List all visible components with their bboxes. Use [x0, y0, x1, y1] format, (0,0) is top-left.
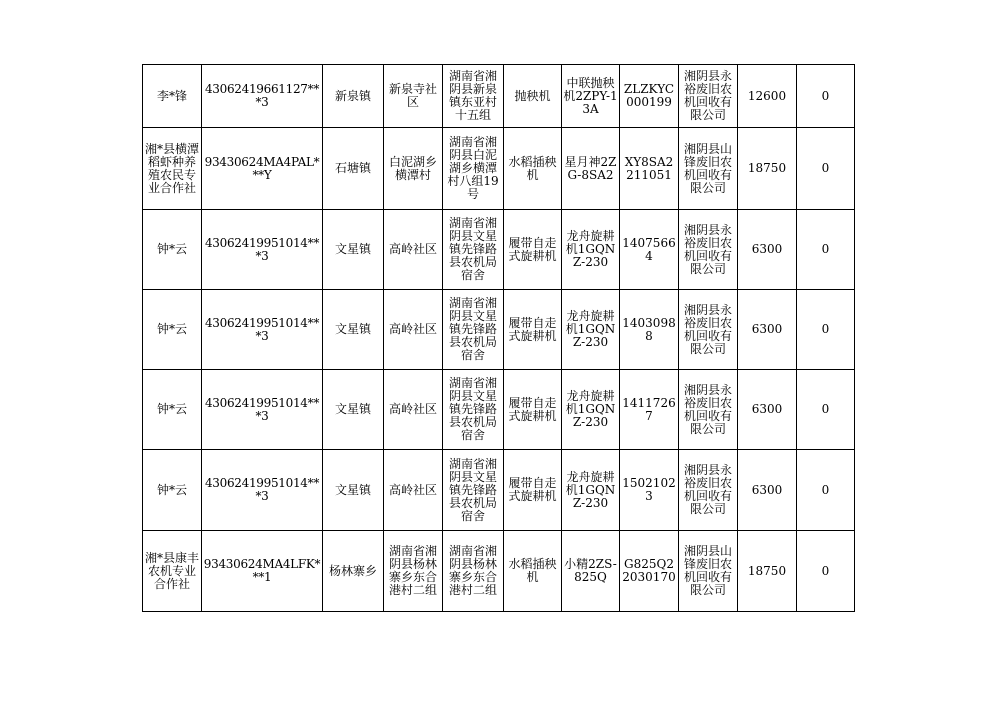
cell-amount: 6300: [738, 290, 797, 370]
cell-name: 湘*县康丰农机专业合作社: [143, 531, 202, 612]
cell-model: 中联抛秧机2ZPY-13A: [562, 65, 620, 128]
cell-town: 石塘镇: [323, 128, 384, 210]
cell-town: 文星镇: [323, 370, 384, 450]
cell-amount: 6300: [738, 450, 797, 531]
cell-recycler: 湘阴县永裕废旧农机回收有限公司: [679, 370, 738, 450]
cell-model: 龙舟旋耕机1GQNZ-230: [562, 370, 620, 450]
cell-amount: 18750: [738, 128, 797, 210]
cell-id: 43062419951014***3: [202, 370, 323, 450]
cell-address: 湖南省湘阴县文星镇先锋路县农机局宿舍: [443, 450, 504, 531]
cell-recycler: 湘阴县永裕废旧农机回收有限公司: [679, 290, 738, 370]
subsidy-table: [142, 64, 855, 612]
cell-type: 履带自走式旋耕机: [504, 210, 562, 290]
cell-other: 0: [797, 128, 855, 210]
cell-other: 0: [797, 531, 855, 612]
cell-amount: 12600: [738, 65, 797, 128]
cell-type: 水稻插秧机: [504, 128, 562, 210]
cell-village: 白泥湖乡横潭村: [384, 128, 443, 210]
cell-serial: XY8SA2211051: [620, 128, 679, 210]
table-row: [143, 210, 855, 290]
cell-model: 龙舟旋耕机1GQNZ-230: [562, 290, 620, 370]
cell-other: 0: [797, 210, 855, 290]
table-row: [143, 290, 855, 370]
cell-address: 湖南省湘阴县新泉镇东亚村十五组: [443, 65, 504, 128]
cell-address: 湖南省湘阴县杨林寨乡东合港村二组: [443, 531, 504, 612]
cell-address: 湖南省湘阴县白泥湖乡横潭村八组19号: [443, 128, 504, 210]
cell-amount: 18750: [738, 531, 797, 612]
cell-type: 水稻插秧机: [504, 531, 562, 612]
cell-type: 履带自走式旋耕机: [504, 290, 562, 370]
cell-address: 湖南省湘阴县文星镇先锋路县农机局宿舍: [443, 210, 504, 290]
cell-village: 高岭社区: [384, 210, 443, 290]
table-row: [143, 65, 855, 128]
table-row: [143, 128, 855, 210]
cell-serial: 14030988: [620, 290, 679, 370]
cell-serial: 14117267: [620, 370, 679, 450]
cell-village: 高岭社区: [384, 290, 443, 370]
cell-type: 抛秧机: [504, 65, 562, 128]
cell-amount: 6300: [738, 370, 797, 450]
cell-id: 93430624MA4PAL***Y: [202, 128, 323, 210]
cell-other: 0: [797, 290, 855, 370]
cell-town: 杨林寨乡: [323, 531, 384, 612]
cell-model: 龙舟旋耕机1GQNZ-230: [562, 210, 620, 290]
cell-model: 小精2ZS-825Q: [562, 531, 620, 612]
cell-serial: 15021023: [620, 450, 679, 531]
cell-serial: G825Q22030170: [620, 531, 679, 612]
cell-name: 湘*县横潭稻虾种养殖农民专业合作社: [143, 128, 202, 210]
cell-type: 履带自走式旋耕机: [504, 370, 562, 450]
cell-town: 新泉镇: [323, 65, 384, 128]
cell-town: 文星镇: [323, 210, 384, 290]
cell-model: 星月神2ZG-8SA2: [562, 128, 620, 210]
cell-recycler: 湘阴县山锋废旧农机回收有限公司: [679, 128, 738, 210]
cell-town: 文星镇: [323, 450, 384, 531]
cell-model: 龙舟旋耕机1GQNZ-230: [562, 450, 620, 531]
table-row: [143, 450, 855, 531]
cell-address: 湖南省湘阴县文星镇先锋路县农机局宿舍: [443, 290, 504, 370]
cell-name: 钟*云: [143, 450, 202, 531]
cell-id: 43062419951014***3: [202, 450, 323, 531]
table-row: [143, 370, 855, 450]
table-row: [143, 531, 855, 612]
cell-recycler: 湘阴县永裕废旧农机回收有限公司: [679, 450, 738, 531]
cell-id: 43062419951014***3: [202, 290, 323, 370]
cell-village: 高岭社区: [384, 370, 443, 450]
cell-other: 0: [797, 65, 855, 128]
cell-village: 湖南省湘阴县杨林寨乡东合港村二组: [384, 531, 443, 612]
cell-other: 0: [797, 370, 855, 450]
cell-name: 钟*云: [143, 370, 202, 450]
cell-serial: ZLZKYC000199: [620, 65, 679, 128]
cell-id: 93430624MA4LFK***1: [202, 531, 323, 612]
cell-amount: 6300: [738, 210, 797, 290]
cell-village: 高岭社区: [384, 450, 443, 531]
cell-town: 文星镇: [323, 290, 384, 370]
cell-recycler: 湘阴县山锋废旧农机回收有限公司: [679, 531, 738, 612]
cell-id: 43062419951014***3: [202, 210, 323, 290]
cell-id: 43062419661127***3: [202, 65, 323, 128]
cell-name: 钟*云: [143, 210, 202, 290]
cell-name: 钟*云: [143, 290, 202, 370]
cell-address: 湖南省湘阴县文星镇先锋路县农机局宿舍: [443, 370, 504, 450]
cell-serial: 14075664: [620, 210, 679, 290]
cell-other: 0: [797, 450, 855, 531]
cell-village: 新泉寺社区: [384, 65, 443, 128]
cell-name: 李*锋: [143, 65, 202, 128]
cell-recycler: 湘阴县永裕废旧农机回收有限公司: [679, 210, 738, 290]
cell-type: 履带自走式旋耕机: [504, 450, 562, 531]
cell-recycler: 湘阴县永裕废旧农机回收有限公司: [679, 65, 738, 128]
